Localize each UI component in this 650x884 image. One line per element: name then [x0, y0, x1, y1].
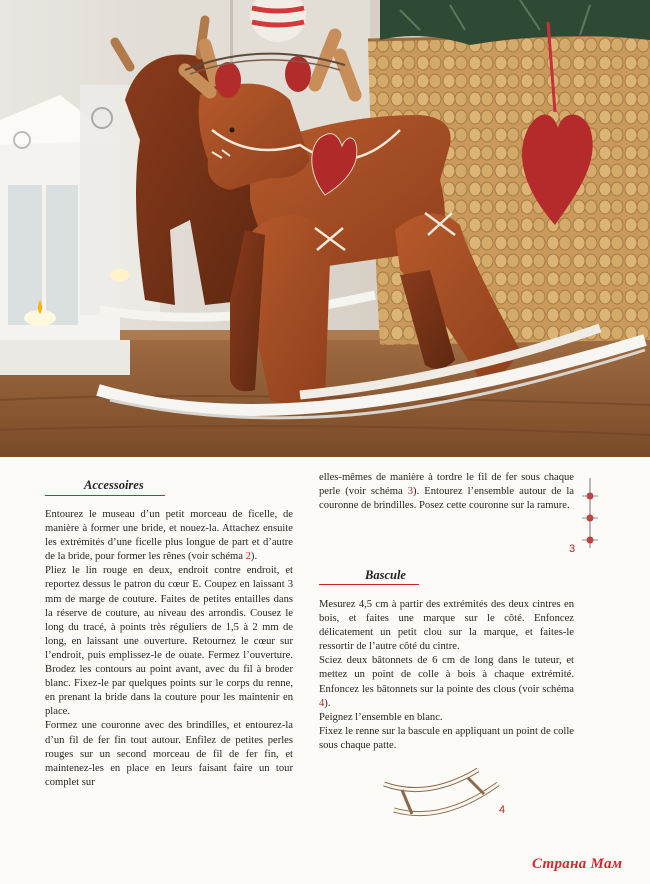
- bascule-heading: Bascule: [365, 568, 406, 582]
- bascule-paragraph-1: Mesurez 4,5 cm à partir des extrémités des deux cintres en bois, et faites une marque sur le côté. Enfoncez délicatement un petit clou sur la marque, et faites-le ressortir de l’autre côté du cintre.: [319, 599, 574, 653]
- text-span: Sciez deux bâtonnets de 6 cm de long dans le tuteur, et mettez un point de colle à bois à chaque extrémité. Enfoncez les bâtonnets sur la pointe des clous (voir schéma: [319, 655, 574, 695]
- text-span: ). Entourez l’ensemble autour de la couronne de brindilles. Posez cette couronne sur la ramure.: [319, 486, 574, 512]
- figure-4-diagram: [378, 762, 506, 828]
- figure-4-number: 4: [499, 804, 506, 816]
- figure-3-number: 3: [569, 543, 576, 555]
- text-span: Entourez le museau d’un petit morceau de ficelle, de manière à former une bride, et nouez-la. Attachez ensuite les extrémités d’une ficelle plus longue de part et d’autre de la bride, pour former les rênes (voir schéma: [45, 509, 293, 563]
- accessoires-rule: [45, 495, 165, 496]
- bascule-paragraph-2: [319, 654, 574, 710]
- text-span: ).: [250, 551, 258, 563]
- figure-ref-4: 4: [319, 697, 325, 709]
- bascule-body: [319, 598, 574, 753]
- accessoires-paragraph-3: Formez une couronne avec des brindilles, et entourez-la d’un fil de fer fin tout autour. Enfilez de petites perles rouges sur un second morceau de fil de fer fin, et maintenez-les en place en leurs faisant faire un tour complet sur: [45, 720, 293, 788]
- figure-ref-2: 2: [245, 551, 251, 563]
- accessoires-body: [45, 508, 293, 790]
- bascule-rule: [319, 584, 419, 585]
- bascule-paragraph-4: Fixez le renne sur la bascule en appliquant un point de colle sous chaque patte.: [319, 725, 574, 751]
- text-span: ).: [324, 697, 331, 709]
- accessoires-paragraph-1: [45, 508, 293, 564]
- bascule-paragraph-3: Peignez l’ensemble en blanc.: [319, 711, 443, 723]
- figure-3-diagram: [578, 476, 606, 552]
- figure-ref-3: 3: [407, 486, 414, 498]
- accessoires-continuation: [319, 471, 574, 513]
- accessoires-heading: Accessoires: [84, 478, 144, 492]
- accessoires-paragraph-2: Pliez le lin rouge en deux, endroit contre endroit, et reportez dessus le patron du cœur E. Coupez en laissant 3 mm de marge de couture. Faites de petites entailles dans la réserve de couture, au niveau des arrondis. Cousez le long du tracé, à points très réguliers de 1,5 à 2 mm de long, en laissant une ouverture. Retournez le cœur sur l’endroit, puis emplissez-le de ouate. Fermez l’ouverture. Brodez les contours au point avant, avec du fil à broder blanc. Fixez-le par quelques points sur le corps du renne, en prenant la bride dans la couture pour les maintenir en place.: [45, 565, 293, 718]
- text-span: elles-mêmes de manière à tordre le fil de fer sous chaque perle (voir schéma: [319, 472, 574, 498]
- site-watermark: Страна Мам: [532, 856, 623, 872]
